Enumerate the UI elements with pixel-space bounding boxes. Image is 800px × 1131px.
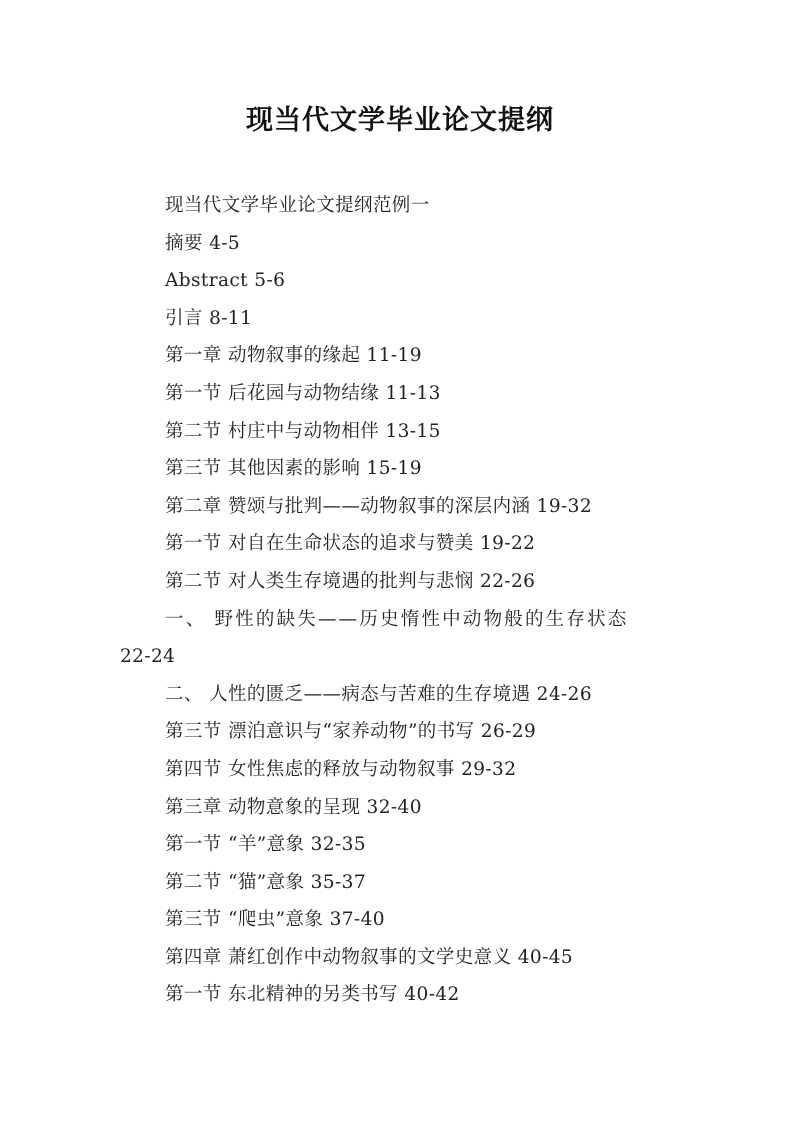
outline-item-section: 第一节 “羊”意象 32-35 [165, 834, 367, 856]
outline-item-chapter-1: 第一章 动物叙事的缘起 11-19 [165, 345, 422, 367]
outline-list [0, 187, 800, 1014]
outline-item-section: 第三节 其他因素的影响 15-19 [165, 458, 422, 480]
outline-heading: 现当代文学毕业论文提纲范例一 [165, 195, 430, 216]
outline-item-section: 第一节 对自在生命状态的追求与赞美 19-22 [165, 533, 536, 555]
outline-item-abstract-en: Abstract 5-6 [165, 270, 286, 292]
outline-item-section: 第一节 后花园与动物结缘 11-13 [165, 382, 441, 404]
outline-item-section: 第四节 女性焦虑的释放与动物叙事 29-32 [165, 758, 517, 780]
outline-item-introduction: 引言 8-11 [165, 307, 253, 329]
outline-item-section: 第二节 “猫”意象 35-37 [165, 871, 367, 893]
outline-item-section: 第三节 “爬虫”意象 37-40 [165, 909, 385, 931]
page-title: 现当代文学毕业论文提纲 [246, 105, 554, 136]
outline-item-chapter-4: 第四章 萧红创作中动物叙事的文学史意义 40-45 [165, 946, 574, 968]
outline-item-section: 第二节 村庄中与动物相伴 13-15 [165, 420, 441, 442]
outline-item-section: 第一节 东北精神的另类书写 40-42 [165, 984, 460, 1006]
outline-item-subsection: 一、 野性的缺失——历史惰性中动物般的生存状态 [165, 608, 629, 630]
outline-item-chapter-2: 第二章 赞颂与批判——动物叙事的深层内涵 19-32 [165, 495, 592, 517]
outline-item-section: 第二节 对人类生存境遇的批判与悲悯 22-26 [165, 570, 536, 592]
outline-item-chapter-3: 第三章 动物意象的呈现 32-40 [165, 796, 422, 818]
outline-item-subsection-continued: 22-24 [120, 646, 176, 668]
outline-item-abstract-cn: 摘要 4-5 [165, 232, 241, 254]
outline-item-subsection: 二、 人性的匮乏——病态与苦难的生存境遇 24-26 [165, 683, 592, 705]
outline-item-section: 第三节 漂泊意识与“家养动物”的书写 26-29 [165, 721, 537, 743]
